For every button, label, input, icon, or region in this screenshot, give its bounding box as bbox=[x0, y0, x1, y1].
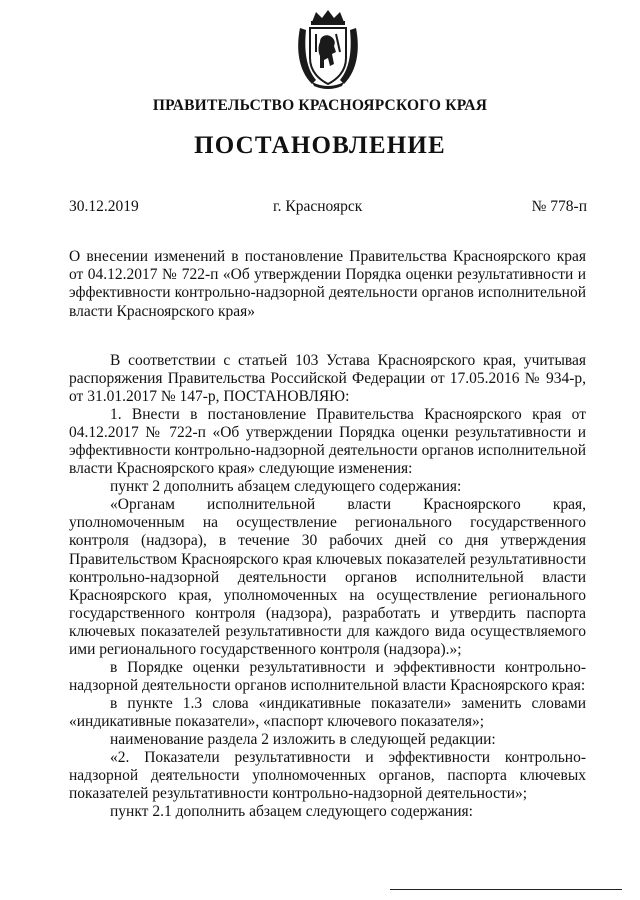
paragraph: наименование раздела 2 изложить в следующей редакции: bbox=[110, 730, 496, 748]
document-meta bbox=[69, 198, 587, 220]
paragraph: пункт 2.1 дополнить абзацем следующего содержания: bbox=[110, 803, 473, 821]
paragraph: в пункте 1.3 слова «индикативные показатели» заменить словами «индикативные показатели», «паспорт ключевого показателя»; bbox=[69, 694, 586, 730]
paragraph: «Органам исполнительной власти Красноярского края, уполномоченным на осуществление регионального государственного контроля (надзора), в течение 30 рабочих дней со дня утверждения Правительством Красноярского края ключевых показателей результативности контрольно-надзорной деятельности органов исполнительной власти Красноярского края, уполномоченных на осуществление регионального государственного контроля (надзора), разработать и утвердить паспорта ключевых показателей результативности для каждого вида осуществляемого ими регионального государственного контроля (надзора).»; bbox=[69, 496, 586, 658]
document-date: 30.12.2019 bbox=[69, 198, 139, 215]
coat-of-arms-icon bbox=[294, 8, 362, 90]
document-type-heading: ПОСТАНОВЛЕНИЕ bbox=[194, 132, 446, 159]
paragraph: пункт 2 дополнить абзацем следующего содержания: bbox=[110, 478, 462, 496]
footer-divider bbox=[390, 889, 622, 890]
document-number: № 778-п bbox=[531, 198, 587, 215]
paragraph: «2. Показатели результативности и эффективности контрольно-надзорной деятельности уполномоченных органов, паспорта ключевых показателей результативности контрольно-надзорной деятельности»; bbox=[69, 749, 586, 803]
document-subject: О внесении изменений в постановление Правительства Красноярского края от 04.12.2017 № 722-п «Об утверждении Порядка оценки результативности и эффективности контрольно-надзорной деятельности органов исполнительной власти Красноярского края» bbox=[69, 248, 586, 320]
paragraph: В соответствии с статьей 103 Устава Красноярского края, учитывая распоряжения Правительства Российской Федерации от 17.05.2016 № 934-р, от 31.01.2017 № 147-р, ПОСТАНОВЛЯЮ: bbox=[69, 352, 586, 406]
document-city: г. Красноярск bbox=[273, 198, 363, 215]
organization-title: ПРАВИТЕЛЬСТВО КРАСНОЯРСКОГО КРАЯ bbox=[152, 97, 488, 114]
paragraph: 1. Внести в постановление Правительства Красноярского края от 04.12.2017 № 722-п «Об утверждении Порядка оценки результативности и эффективности контрольно-надзорной деятельности органов исполнительной власти Красноярского края» следующие изменения: bbox=[69, 406, 586, 478]
paragraph: в Порядке оценки результативности и эффективности контрольно-надзорной деятельности органов исполнительной власти Красноярского края: bbox=[69, 658, 586, 694]
document-body bbox=[69, 352, 586, 821]
